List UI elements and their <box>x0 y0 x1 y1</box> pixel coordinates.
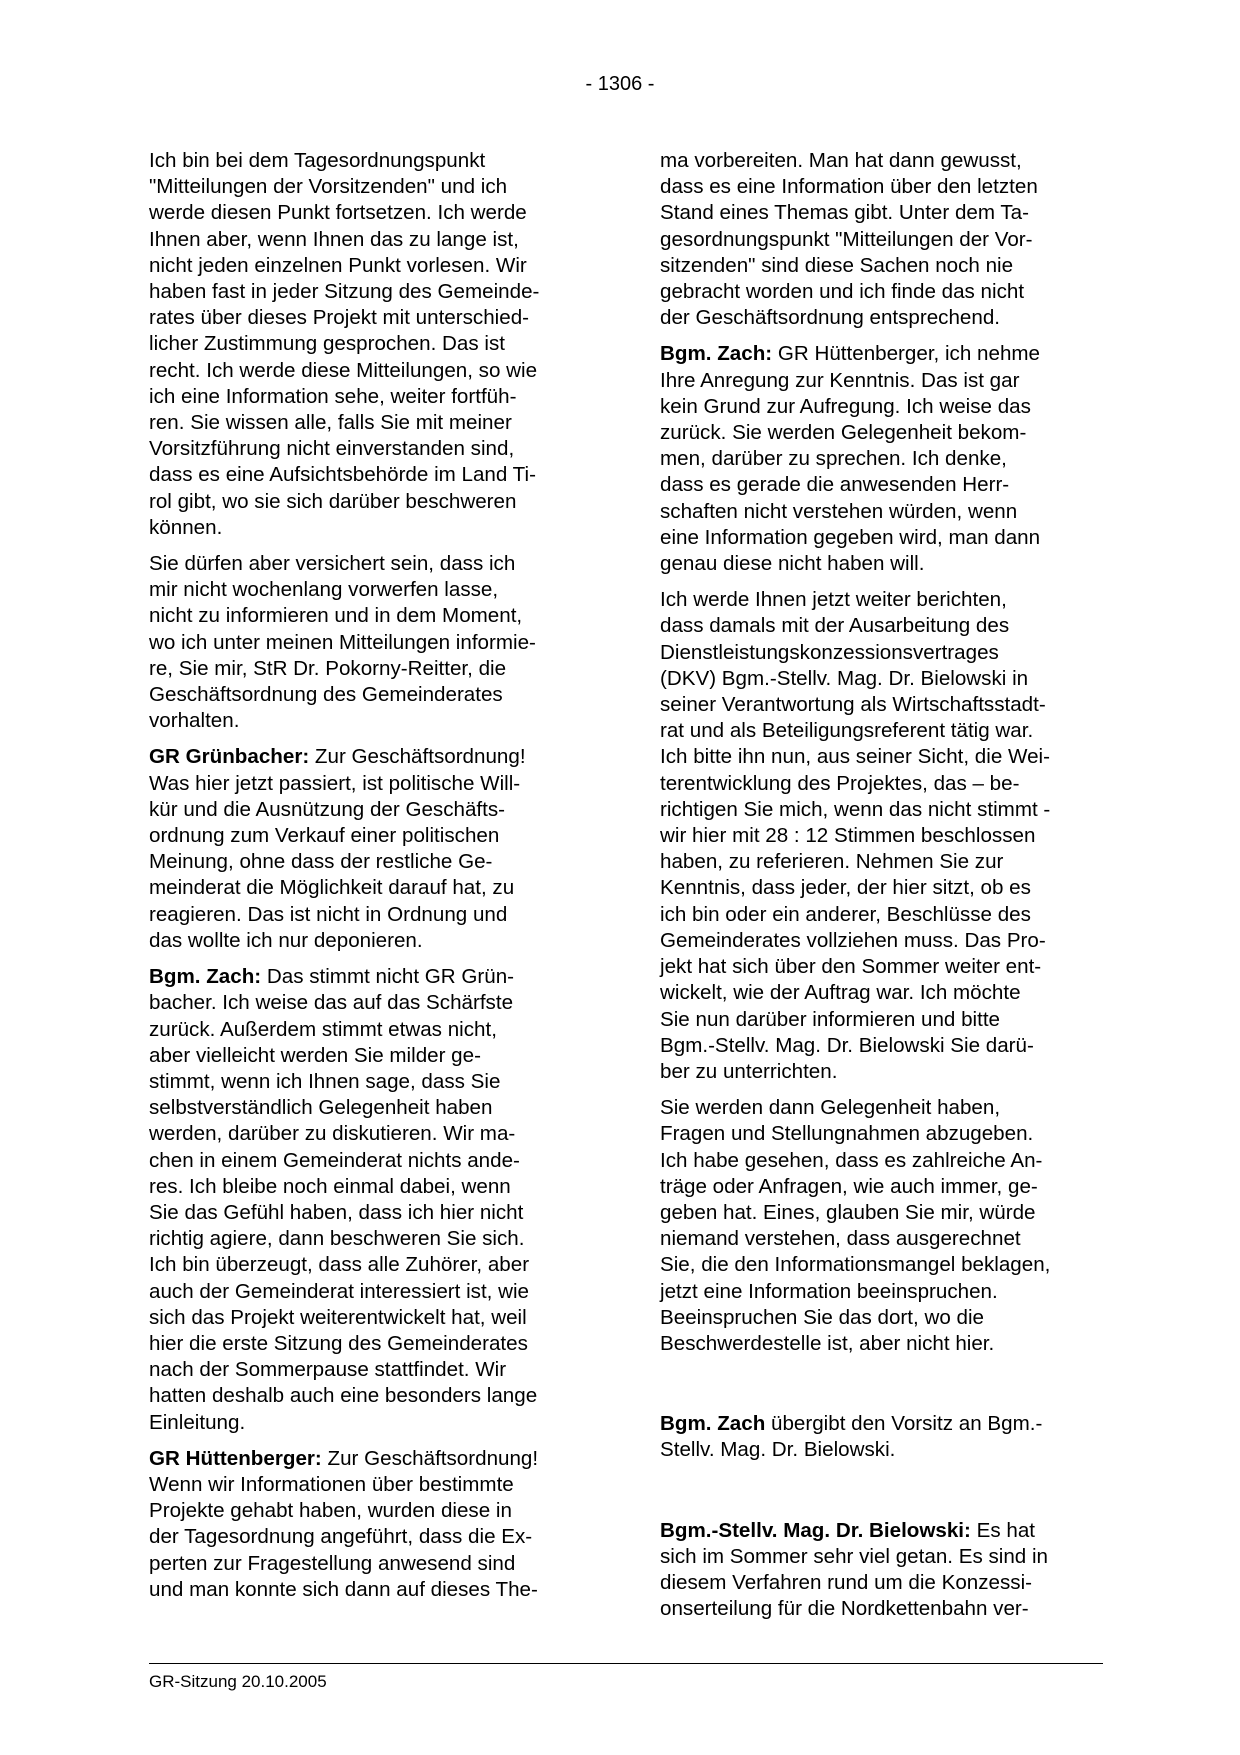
text-line: können. <box>149 515 223 539</box>
text-line: licher Zustimmung gesprochen. Das ist <box>149 332 505 356</box>
paragraph-spacer <box>660 1367 1100 1411</box>
text-line: Sie, die den Informationsmangel beklagen, <box>660 1253 1051 1277</box>
text-line: Bgm.-Stellv. Mag. Dr. Bielowski Sie darü- <box>660 1033 1034 1057</box>
text-line: Beeinspruchen Sie das dort, wo die <box>660 1305 984 1329</box>
text-line: träge oder Anfragen, wie auch immer, ge- <box>660 1174 1038 1198</box>
left-column <box>149 148 585 1613</box>
text-line: Beschwerdestelle ist, aber nicht hier. <box>660 1331 995 1355</box>
text-line: auch der Gemeinderat interessiert ist, wie <box>149 1279 530 1303</box>
text-line: reagieren. Das ist nicht in Ordnung und <box>149 902 508 926</box>
text-paragraph <box>660 1095 1100 1357</box>
text-line: gesordnungspunkt "Mitteilungen der Vor- <box>660 227 1033 251</box>
text-line: recht. Ich werde diese Mitteilungen, so wie <box>149 358 538 382</box>
text-line: Einleitung. <box>149 1410 246 1434</box>
text-line: Sie nun darüber informieren und bitte <box>660 1007 1001 1031</box>
text-line: Ihre Anregung zur Kenntnis. Das ist gar <box>660 368 1020 392</box>
text-line: genau diese nicht haben will. <box>660 552 925 576</box>
text-line: ordnung zum Verkauf einer politischen <box>149 824 500 848</box>
text-line: Geschäftsordnung des Gemeinderates <box>149 683 503 707</box>
text-line: schaften nicht verstehen würden, wenn <box>660 499 1018 523</box>
text-line: kür und die Ausnützung der Geschäfts- <box>149 797 506 821</box>
text-line: nicht jeden einzelnen Punkt vorlesen. Wir <box>149 253 527 277</box>
text-line: sich das Projekt weiterentwickelt hat, weil <box>149 1305 527 1329</box>
paragraph-first-line <box>660 1411 1100 1437</box>
paragraph-first-line <box>660 1518 1100 1544</box>
text-line: dass damals mit der Ausarbeitung des <box>660 614 1010 638</box>
text-line: "Mitteilungen der Vorsitzenden" und ich <box>149 175 508 199</box>
text-line: re, Sie mir, StR Dr. Pokorny-Reitter, die <box>149 656 507 680</box>
text-line: Ich bin überzeugt, dass alle Zuhörer, aber <box>149 1253 530 1277</box>
text-line: Sie das Gefühl haben, dass ich hier nicht <box>149 1200 524 1224</box>
text-line: nach der Sommerpause stattfindet. Wir <box>149 1358 507 1382</box>
text-line: Fragen und Stellungnahmen abzugeben. <box>660 1122 1034 1146</box>
text-line: wir hier mit 28 : 12 Stimmen beschlossen <box>660 824 1036 848</box>
text-line: eine Information gegeben wird, man dann <box>660 525 1041 549</box>
text-line: Sie dürfen aber versichert sein, dass ich <box>149 552 516 576</box>
speaker-name: GR Grünbacher: <box>149 745 310 769</box>
text-line: bacher. Ich weise das auf das Schärfste <box>149 991 514 1015</box>
text-line: Wenn wir Informationen über bestimmte <box>149 1472 514 1496</box>
speaker-text: übergibt den Vorsitz an Bgm.- <box>765 1412 1043 1436</box>
text-line: stimmt, wenn ich Ihnen sage, dass Sie <box>149 1069 501 1093</box>
speaker-name: Bgm. Zach: <box>149 965 262 989</box>
text-paragraph <box>149 148 585 541</box>
text-line: selbstverständlich Gelegenheit haben <box>149 1096 493 1120</box>
text-line: richtigen Sie mich, wenn das nicht stimmt - <box>660 797 1051 821</box>
text-line: wickelt, wie der Auftrag war. Ich möchte <box>660 981 1021 1005</box>
text-line: terentwicklung des Projektes, das – be- <box>660 771 1020 795</box>
text-line: aber vielleicht werden Sie milder ge- <box>149 1043 481 1067</box>
text-line: nicht zu informieren und in dem Moment, <box>149 604 523 628</box>
text-line: res. Ich bleibe noch einmal dabei, wenn <box>149 1174 511 1198</box>
text-line: sich im Sommer sehr viel getan. Es sind in <box>660 1544 1048 1568</box>
text-line: dass es gerade die anwesenden Herr- <box>660 473 1010 497</box>
text-line: Kenntnis, dass jeder, der hier sitzt, ob es <box>660 876 1031 900</box>
text-line: rat und als Beteiligungsreferent tätig war. <box>660 719 1034 743</box>
text-paragraph <box>660 587 1100 1085</box>
text-line: Projekte gehabt haben, wurden diese in <box>149 1499 512 1523</box>
text-line: das wollte ich nur deponieren. <box>149 928 423 952</box>
text-line: seiner Verantwortung als Wirtschaftsstadt- <box>660 693 1046 717</box>
text-line: geben hat. Eines, glauben Sie mir, würde <box>660 1200 1036 1224</box>
text-line: rates über dieses Projekt mit unterschied- <box>149 306 530 330</box>
text-line: men, darüber zu sprechen. Ich denke, <box>660 447 1007 471</box>
text-line: meinderat die Möglichkeit darauf hat, zu <box>149 876 515 900</box>
text-line: ma vorbereiten. Man hat dann gewusst, <box>660 149 1022 172</box>
text-line: richtig agiere, dann beschweren Sie sich. <box>149 1227 525 1251</box>
text-paragraph <box>149 551 585 734</box>
speaker-text: Das stimmt nicht GR Grün- <box>261 965 515 989</box>
text-line: werden, darüber zu diskutieren. Wir ma- <box>149 1122 516 1146</box>
text-line: rol gibt, wo sie sich darüber beschweren <box>149 489 517 513</box>
speaker-name: Bgm.-Stellv. Mag. Dr. Bielowski: <box>660 1518 971 1542</box>
text-line: Ich bin bei dem Tagesordnungspunkt <box>149 149 486 172</box>
text-line: kein Grund zur Aufregung. Ich weise das <box>660 394 1031 418</box>
text-line: dass es eine Information über den letzten <box>660 175 1038 199</box>
text-line: Vorsitzführung nicht einverstanden sind, <box>149 437 515 461</box>
text-line: haben fast in jeder Sitzung des Gemeinde- <box>149 280 540 304</box>
speaker-paragraph <box>660 1411 1100 1463</box>
text-line: ich eine Information sehe, weiter fortfüh- <box>149 384 517 408</box>
text-line: haben, zu referieren. Nehmen Sie zur <box>660 850 1004 874</box>
text-line: onserteilung für die Nordkettenbahn ver- <box>660 1597 1029 1621</box>
text-line: vorhalten. <box>149 709 240 733</box>
text-line: niemand verstehen, dass ausgerechnet <box>660 1227 1021 1251</box>
speaker-paragraph <box>149 964 585 1436</box>
page-number: - 1306 - <box>585 73 655 95</box>
paragraph-first-line <box>149 744 585 770</box>
text-line: sitzenden" sind diese Sachen noch nie <box>660 253 1014 277</box>
text-line: Stellv. Mag. Dr. Bielowski. <box>660 1438 896 1462</box>
paragraph-first-line <box>149 964 585 990</box>
text-line: Ich bitte ihn nun, aus seiner Sicht, die Wei- <box>660 745 1050 769</box>
text-line: Stand eines Themas gibt. Unter dem Ta- <box>660 201 1029 225</box>
text-line: hatten deshalb auch eine besonders lange <box>149 1384 538 1408</box>
text-line: jetzt eine Information beeinspruchen. <box>660 1279 998 1303</box>
footer-divider <box>149 1663 1103 1664</box>
text-line: und man konnte sich dann auf dieses The- <box>149 1577 538 1601</box>
text-line: mir nicht wochenlang vorwerfen lasse, <box>149 578 499 602</box>
text-line: gebracht worden und ich finde das nicht <box>660 280 1025 304</box>
right-column <box>660 148 1100 1632</box>
paragraph-spacer <box>660 1474 1100 1518</box>
text-line: ren. Sie wissen alle, falls Sie mit meiner <box>149 411 512 435</box>
speaker-paragraph <box>149 1446 585 1603</box>
speaker-text: Es hat <box>970 1518 1035 1542</box>
text-line: (DKV) Bgm.-Stellv. Mag. Dr. Bielowski in <box>660 666 1029 690</box>
speaker-name: Bgm. Zach <box>660 1412 766 1436</box>
text-line: Was hier jetzt passiert, ist politische Will- <box>149 771 521 795</box>
text-line: Dienstleistungskonzessionsvertrages <box>660 640 999 664</box>
text-line: Ich werde Ihnen jetzt weiter berichten, <box>660 588 1007 612</box>
speaker-name: Bgm. Zach: <box>660 342 773 366</box>
text-paragraph <box>660 148 1100 331</box>
text-line: der Tagesordnung angeführt, dass die Ex- <box>149 1525 533 1549</box>
paragraph-first-line <box>660 341 1100 367</box>
speaker-text: Zur Geschäftsordnung! <box>321 1446 539 1470</box>
text-line: zurück. Außerdem stimmt etwas nicht, <box>149 1017 497 1041</box>
text-line: zurück. Sie werden Gelegenheit bekom- <box>660 421 1027 445</box>
text-line: werde diesen Punkt fortsetzen. Ich werde <box>149 201 527 225</box>
text-line: Ihnen aber, wenn Ihnen das zu lange ist, <box>149 227 519 251</box>
speaker-paragraph <box>660 341 1100 577</box>
speaker-paragraph <box>149 744 585 954</box>
text-line: hier die erste Sitzung des Gemeinderates <box>149 1331 528 1355</box>
text-line: der Geschäftsordnung entsprechend. <box>660 306 1001 330</box>
speaker-text: GR Hüttenberger, ich nehme <box>772 342 1040 366</box>
text-line: perten zur Fragestellung anwesend sind <box>149 1551 516 1575</box>
speaker-paragraph <box>660 1518 1100 1623</box>
text-line: wo ich unter meinen Mitteilungen informie- <box>149 630 536 654</box>
text-line: Sie werden dann Gelegenheit haben, <box>660 1096 1001 1120</box>
paragraph-first-line <box>149 1446 585 1472</box>
text-line: jekt hat sich über den Sommer weiter ent- <box>660 955 1042 979</box>
text-line: Ich habe gesehen, dass es zahlreiche An- <box>660 1148 1043 1172</box>
text-line: dass es eine Aufsichtsbehörde im Land Ti- <box>149 463 536 487</box>
footer-session-date: GR-Sitzung 20.10.2005 <box>149 1672 327 1691</box>
text-line: ber zu unterrichten. <box>660 1059 838 1083</box>
text-line: ich bin oder ein anderer, Beschlüsse des <box>660 902 1031 926</box>
text-line: Meinung, ohne dass der restliche Ge- <box>149 850 493 874</box>
speaker-name: GR Hüttenberger: <box>149 1446 322 1470</box>
speaker-text: Zur Geschäftsordnung! <box>309 745 526 769</box>
text-line: chen in einem Gemeinderat nichts ande- <box>149 1148 520 1172</box>
text-line: Gemeinderates vollziehen muss. Das Pro- <box>660 928 1046 952</box>
text-line: diesem Verfahren rund um die Konzessi- <box>660 1570 1033 1594</box>
